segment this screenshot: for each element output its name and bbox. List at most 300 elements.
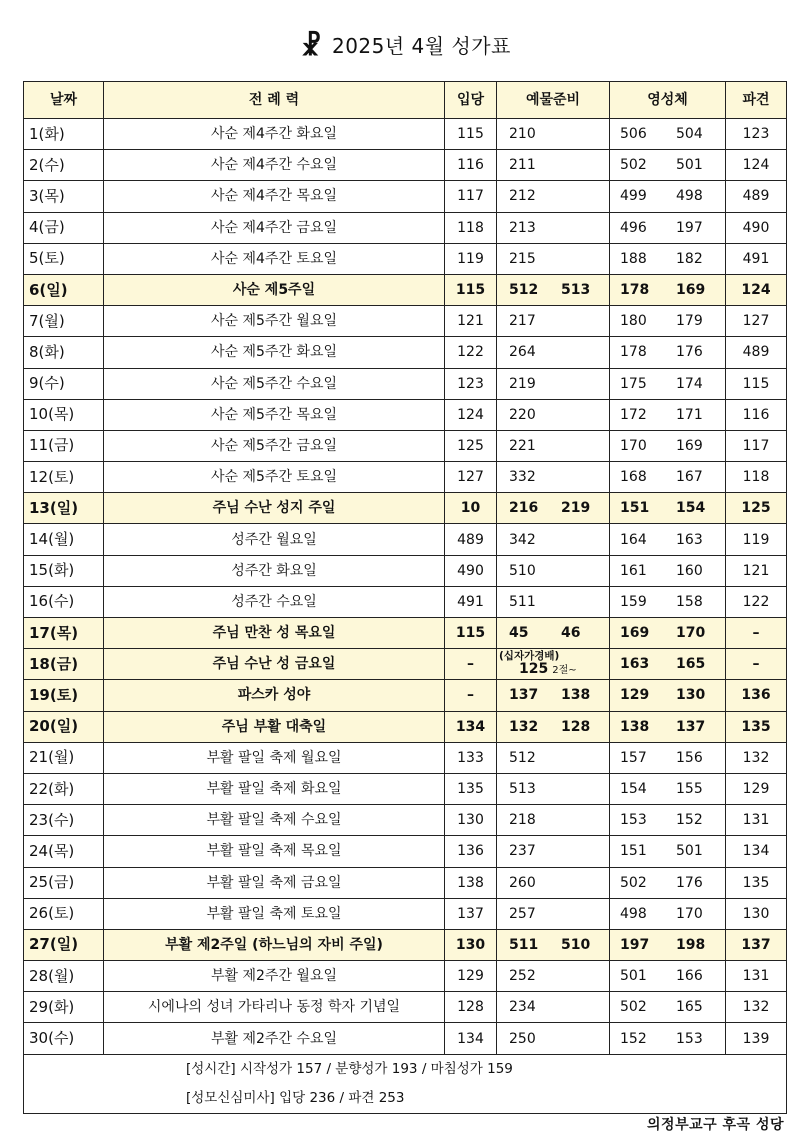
liturgy-cell: 사순 제4주간 금요일 xyxy=(104,212,445,243)
entrance-cell: 124 xyxy=(445,399,497,430)
table-row xyxy=(24,555,787,586)
offertory-cell xyxy=(497,306,610,337)
date-cell: 6(일) xyxy=(24,274,104,305)
offertory-hymn-1: 264 xyxy=(509,344,536,361)
entrance-cell: 115 xyxy=(445,618,497,649)
table-row xyxy=(24,181,787,212)
communion-hymn-1: 506 xyxy=(620,126,647,143)
communion-cell xyxy=(610,181,726,212)
offertory-hymn-1: 237 xyxy=(509,843,536,860)
offertory-cell xyxy=(497,805,610,836)
offertory-hymn-1: 250 xyxy=(509,1030,536,1047)
table-row xyxy=(24,462,787,493)
dismissal-cell: 134 xyxy=(726,836,787,867)
offertory-hymn-1: 210 xyxy=(509,126,536,143)
offertory-cell xyxy=(497,680,610,711)
liturgy-cell: 사순 제5주간 수요일 xyxy=(104,368,445,399)
communion-cell xyxy=(610,274,726,305)
table-row xyxy=(24,618,787,649)
offertory-cell xyxy=(497,462,610,493)
entrance-cell: 118 xyxy=(445,212,497,243)
date-cell: 1(화) xyxy=(24,119,104,150)
communion-hymn-1: 163 xyxy=(620,656,650,673)
communion-cell xyxy=(610,119,726,150)
dismissal-cell: 137 xyxy=(726,929,787,960)
liturgy-cell: 부활 제2주일 (하느님의 자비 주일) xyxy=(104,929,445,960)
offertory-hymn-1: 45 xyxy=(509,625,529,642)
liturgy-cell: 사순 제4주간 목요일 xyxy=(104,181,445,212)
communion-hymn-2: 176 xyxy=(676,874,703,891)
entrance-cell: 123 xyxy=(445,368,497,399)
table-row xyxy=(24,430,787,461)
offertory-hymn-1: 213 xyxy=(509,219,536,236)
communion-cell xyxy=(610,680,726,711)
liturgy-cell: 성주간 수요일 xyxy=(104,586,445,617)
liturgy-cell: 주님 부활 대축일 xyxy=(104,711,445,742)
entrance-cell: 137 xyxy=(445,898,497,929)
liturgy-cell: 주님 수난 성지 주일 xyxy=(104,493,445,524)
offertory-cell xyxy=(497,618,610,649)
offertory-hymn-1: 260 xyxy=(509,874,536,891)
header-communion: 영성체 xyxy=(610,82,726,119)
dismissal-cell: 115 xyxy=(726,368,787,399)
liturgy-cell: 부활 팔일 축제 화요일 xyxy=(104,773,445,804)
table-row xyxy=(24,399,787,430)
communion-cell xyxy=(610,742,726,773)
date-cell: 23(수) xyxy=(24,805,104,836)
entrance-cell: 127 xyxy=(445,462,497,493)
communion-cell xyxy=(610,992,726,1023)
liturgy-cell: 주님 만찬 성 목요일 xyxy=(104,618,445,649)
dismissal-cell: 127 xyxy=(726,306,787,337)
offertory-hymn-1: 221 xyxy=(509,437,536,454)
liturgy-cell: 시에나의 성녀 가타리나 동정 학자 기념일 xyxy=(104,992,445,1023)
communion-hymn-1: 159 xyxy=(620,593,647,610)
note-marian-mass: [성모신심미사] 입당 236 / 파견 253 xyxy=(24,1085,787,1114)
entrance-cell: 129 xyxy=(445,961,497,992)
offertory-hymn-2: 219 xyxy=(561,500,591,517)
entrance-cell: 489 xyxy=(445,524,497,555)
date-cell: 14(월) xyxy=(24,524,104,555)
table-row xyxy=(24,929,787,960)
offertory-cell xyxy=(497,836,610,867)
offertory-cell xyxy=(497,586,610,617)
date-cell: 8(화) xyxy=(24,337,104,368)
communion-cell xyxy=(610,306,726,337)
communion-hymn-1: 157 xyxy=(620,749,647,766)
offertory-hymn-2: 138 xyxy=(561,687,591,704)
communion-hymn-1: 188 xyxy=(620,250,647,267)
offertory-cell xyxy=(497,274,610,305)
entrance-cell: 136 xyxy=(445,836,497,867)
page-title xyxy=(0,30,812,60)
entrance-cell: 121 xyxy=(445,306,497,337)
table-row xyxy=(24,1023,787,1054)
liturgy-cell: 부활 제2주간 월요일 xyxy=(104,961,445,992)
communion-cell xyxy=(610,867,726,898)
offertory-cell xyxy=(497,742,610,773)
date-cell: 18(금) xyxy=(24,649,104,680)
communion-cell xyxy=(610,618,726,649)
communion-hymn-2: 163 xyxy=(676,531,703,548)
liturgy-cell: 사순 제5주간 금요일 xyxy=(104,430,445,461)
liturgy-cell: 성주간 화요일 xyxy=(104,555,445,586)
communion-hymn-1: 151 xyxy=(620,500,650,517)
offertory-cell xyxy=(497,150,610,181)
date-cell: 25(금) xyxy=(24,867,104,898)
special-hymn-number: 125 xyxy=(519,661,549,678)
entrance-cell: 122 xyxy=(445,337,497,368)
dismissal-cell: 132 xyxy=(726,992,787,1023)
date-cell: 2(수) xyxy=(24,150,104,181)
dismissal-cell: 124 xyxy=(726,274,787,305)
entrance-cell: 115 xyxy=(445,119,497,150)
offertory-hymn-1: 234 xyxy=(509,999,536,1016)
communion-hymn-2: 154 xyxy=(676,500,706,517)
communion-cell xyxy=(610,586,726,617)
table-row xyxy=(24,586,787,617)
date-cell: 26(토) xyxy=(24,898,104,929)
offertory-cell xyxy=(497,524,610,555)
communion-hymn-1: 152 xyxy=(620,1030,647,1047)
date-cell: 12(토) xyxy=(24,462,104,493)
entrance-cell: – xyxy=(445,649,497,680)
offertory-cell xyxy=(497,399,610,430)
offertory-hymn-1: 137 xyxy=(509,687,539,704)
offertory-hymn-1: 511 xyxy=(509,593,536,610)
entrance-cell: 134 xyxy=(445,1023,497,1054)
entrance-cell: 490 xyxy=(445,555,497,586)
communion-hymn-1: 496 xyxy=(620,219,647,236)
offertory-cell xyxy=(497,898,610,929)
table-row xyxy=(24,524,787,555)
table-row xyxy=(24,680,787,711)
header-entrance: 입당 xyxy=(445,82,497,119)
communion-hymn-2: 158 xyxy=(676,593,703,610)
communion-hymn-2: 501 xyxy=(676,157,703,174)
offertory-cell xyxy=(497,212,610,243)
special-note: (십자가경배) xyxy=(499,650,560,663)
communion-hymn-2: 171 xyxy=(676,406,703,423)
title-text: 2025년 4월 성가표 xyxy=(331,34,511,58)
communion-hymn-2: 167 xyxy=(676,469,703,486)
communion-cell xyxy=(610,243,726,274)
communion-cell xyxy=(610,150,726,181)
communion-cell xyxy=(610,212,726,243)
offertory-hymn-1: 512 xyxy=(509,749,536,766)
liturgy-cell: 사순 제5주일 xyxy=(104,274,445,305)
table-row xyxy=(24,742,787,773)
offertory-cell xyxy=(497,430,610,461)
table-row xyxy=(24,711,787,742)
offertory-hymn-1: 212 xyxy=(509,188,536,205)
offertory-cell xyxy=(497,929,610,960)
header-dismissal: 파견 xyxy=(726,82,787,119)
offertory-hymn-2: 513 xyxy=(561,282,591,299)
liturgy-cell: 부활 팔일 축제 수요일 xyxy=(104,805,445,836)
communion-hymn-1: 502 xyxy=(620,999,647,1016)
entrance-cell: 128 xyxy=(445,992,497,1023)
communion-cell xyxy=(610,898,726,929)
offertory-hymn-1: 132 xyxy=(509,718,539,735)
communion-cell xyxy=(610,961,726,992)
notes-row xyxy=(24,1054,787,1085)
dismissal-cell: – xyxy=(726,618,787,649)
date-cell: 7(월) xyxy=(24,306,104,337)
dismissal-cell: 122 xyxy=(726,586,787,617)
communion-hymn-2: 176 xyxy=(676,344,703,361)
liturgy-cell: 성주간 월요일 xyxy=(104,524,445,555)
dismissal-cell: 136 xyxy=(726,680,787,711)
notes-row xyxy=(24,1085,787,1114)
table-row xyxy=(24,992,787,1023)
entrance-cell: 125 xyxy=(445,430,497,461)
communion-hymn-1: 151 xyxy=(620,843,647,860)
liturgy-cell: 주님 수난 성 금요일 xyxy=(104,649,445,680)
header-date: 날짜 xyxy=(24,82,104,119)
parish-footer: 의정부교구 후곡 성당 xyxy=(647,1117,784,1133)
communion-cell xyxy=(610,430,726,461)
date-cell: 11(금) xyxy=(24,430,104,461)
communion-cell xyxy=(610,773,726,804)
communion-hymn-2: 155 xyxy=(676,781,703,798)
liturgy-cell: 사순 제5주간 화요일 xyxy=(104,337,445,368)
entrance-cell: 138 xyxy=(445,867,497,898)
communion-hymn-2: 182 xyxy=(676,250,703,267)
communion-cell xyxy=(610,711,726,742)
communion-hymn-2: 165 xyxy=(676,656,706,673)
communion-hymn-2: 156 xyxy=(676,749,703,766)
communion-hymn-1: 502 xyxy=(620,874,647,891)
communion-cell xyxy=(610,805,726,836)
table-row xyxy=(24,493,787,524)
special-hymn-verse: 2절~ xyxy=(552,665,577,677)
offertory-hymn-1: 257 xyxy=(509,905,536,922)
offertory-hymn-1: 219 xyxy=(509,375,536,392)
date-cell: 29(화) xyxy=(24,992,104,1023)
dismissal-cell: 131 xyxy=(726,805,787,836)
communion-hymn-2: 170 xyxy=(676,625,706,642)
table-row xyxy=(24,337,787,368)
dismissal-cell: 123 xyxy=(726,119,787,150)
table-row xyxy=(24,119,787,150)
offertory-hymn-1: 252 xyxy=(509,968,536,985)
offertory-cell xyxy=(497,493,610,524)
communion-hymn-1: 499 xyxy=(620,188,647,205)
offertory-hymn-1: 220 xyxy=(509,406,536,423)
communion-hymn-2: 504 xyxy=(676,126,703,143)
table-row xyxy=(24,274,787,305)
communion-hymn-1: 170 xyxy=(620,437,647,454)
liturgy-cell: 사순 제4주간 토요일 xyxy=(104,243,445,274)
liturgy-cell: 사순 제5주간 토요일 xyxy=(104,462,445,493)
communion-cell xyxy=(610,649,726,680)
table-row xyxy=(24,773,787,804)
communion-hymn-2: 197 xyxy=(676,219,703,236)
date-cell: 30(수) xyxy=(24,1023,104,1054)
communion-hymn-2: 501 xyxy=(676,843,703,860)
communion-cell xyxy=(610,524,726,555)
table-row xyxy=(24,150,787,181)
communion-hymn-2: 165 xyxy=(676,999,703,1016)
offertory-hymn-1: 510 xyxy=(509,562,536,579)
communion-hymn-2: 169 xyxy=(676,282,706,299)
date-cell: 20(일) xyxy=(24,711,104,742)
liturgy-cell: 사순 제5주간 목요일 xyxy=(104,399,445,430)
offertory-cell xyxy=(497,1023,610,1054)
communion-hymn-2: 153 xyxy=(676,1030,703,1047)
communion-cell xyxy=(610,555,726,586)
communion-hymn-1: 178 xyxy=(620,282,650,299)
liturgy-cell: 부활 팔일 축제 금요일 xyxy=(104,867,445,898)
note-holy-hour: [성시간] 시작성가 157 / 분향성가 193 / 마침성가 159 xyxy=(24,1054,787,1085)
entrance-cell: – xyxy=(445,680,497,711)
communion-hymn-2: 160 xyxy=(676,562,703,579)
date-cell: 24(목) xyxy=(24,836,104,867)
header-liturgy: 전 례 력 xyxy=(104,82,445,119)
dismissal-cell: 491 xyxy=(726,243,787,274)
dismissal-cell: 135 xyxy=(726,711,787,742)
liturgy-cell: 부활 팔일 축제 월요일 xyxy=(104,742,445,773)
dismissal-cell: 117 xyxy=(726,430,787,461)
table-row xyxy=(24,961,787,992)
date-cell: 4(금) xyxy=(24,212,104,243)
offertory-hymn-1: 512 xyxy=(509,282,539,299)
date-cell: 15(화) xyxy=(24,555,104,586)
special-hymn xyxy=(497,662,609,677)
dismissal-cell: 490 xyxy=(726,212,787,243)
dismissal-cell: 132 xyxy=(726,742,787,773)
communion-cell xyxy=(610,929,726,960)
table-row xyxy=(24,898,787,929)
communion-hymn-1: 178 xyxy=(620,344,647,361)
communion-hymn-1: 153 xyxy=(620,812,647,829)
dismissal-cell: 119 xyxy=(726,524,787,555)
table-row xyxy=(24,243,787,274)
offertory-hymn-1: 216 xyxy=(509,500,539,517)
liturgy-cell: 부활 팔일 축제 목요일 xyxy=(104,836,445,867)
date-cell: 19(토) xyxy=(24,680,104,711)
date-cell: 22(화) xyxy=(24,773,104,804)
entrance-cell: 119 xyxy=(445,243,497,274)
liturgy-cell: 부활 팔일 축제 토요일 xyxy=(104,898,445,929)
communion-hymn-1: 154 xyxy=(620,781,647,798)
date-cell: 16(수) xyxy=(24,586,104,617)
date-cell: 17(목) xyxy=(24,618,104,649)
communion-hymn-2: 130 xyxy=(676,687,706,704)
dismissal-cell: 129 xyxy=(726,773,787,804)
entrance-cell: 130 xyxy=(445,805,497,836)
offertory-hymn-1: 215 xyxy=(509,250,536,267)
communion-hymn-1: 169 xyxy=(620,625,650,642)
communion-hymn-2: 179 xyxy=(676,313,703,330)
offertory-cell xyxy=(497,555,610,586)
liturgy-cell: 사순 제4주간 수요일 xyxy=(104,150,445,181)
communion-hymn-2: 198 xyxy=(676,936,706,953)
communion-cell xyxy=(610,462,726,493)
communion-cell xyxy=(610,399,726,430)
communion-hymn-2: 498 xyxy=(676,188,703,205)
header-offertory: 예물준비 xyxy=(497,82,610,119)
dismissal-cell: 116 xyxy=(726,399,787,430)
liturgy-cell: 사순 제5주간 월요일 xyxy=(104,306,445,337)
table-row xyxy=(24,805,787,836)
offertory-hymn-1: 511 xyxy=(509,936,539,953)
dismissal-cell: 121 xyxy=(726,555,787,586)
communion-hymn-1: 502 xyxy=(620,157,647,174)
communion-cell xyxy=(610,368,726,399)
date-cell: 5(토) xyxy=(24,243,104,274)
date-cell: 9(수) xyxy=(24,368,104,399)
communion-hymn-1: 197 xyxy=(620,936,650,953)
chi-rho-icon: ☧ xyxy=(301,32,322,62)
offertory-hymn-1: 513 xyxy=(509,781,536,798)
offertory-cell xyxy=(497,649,610,680)
offertory-hymn-1: 332 xyxy=(509,469,536,486)
offertory-cell xyxy=(497,181,610,212)
communion-hymn-1: 175 xyxy=(620,375,647,392)
table-row xyxy=(24,212,787,243)
communion-hymn-2: 170 xyxy=(676,905,703,922)
communion-cell xyxy=(610,337,726,368)
communion-hymn-1: 180 xyxy=(620,313,647,330)
offertory-hymn-2: 46 xyxy=(561,625,581,642)
dismissal-cell: 118 xyxy=(726,462,787,493)
communion-hymn-1: 138 xyxy=(620,718,650,735)
liturgy-cell: 사순 제4주간 화요일 xyxy=(104,119,445,150)
hymn-schedule-table xyxy=(23,81,787,1114)
date-cell: 21(월) xyxy=(24,742,104,773)
entrance-cell: 116 xyxy=(445,150,497,181)
communion-cell xyxy=(610,493,726,524)
offertory-cell xyxy=(497,992,610,1023)
offertory-hymn-1: 342 xyxy=(509,531,536,548)
dismissal-cell: – xyxy=(726,649,787,680)
entrance-cell: 133 xyxy=(445,742,497,773)
dismissal-cell: 139 xyxy=(726,1023,787,1054)
communion-cell xyxy=(610,836,726,867)
offertory-hymn-1: 218 xyxy=(509,812,536,829)
offertory-cell xyxy=(497,243,610,274)
dismissal-cell: 124 xyxy=(726,150,787,181)
table-header-row xyxy=(24,82,787,119)
dismissal-cell: 489 xyxy=(726,181,787,212)
date-cell: 3(목) xyxy=(24,181,104,212)
table-row xyxy=(24,368,787,399)
entrance-cell: 134 xyxy=(445,711,497,742)
offertory-hymn-2: 510 xyxy=(561,936,591,953)
entrance-cell: 117 xyxy=(445,181,497,212)
communion-hymn-2: 166 xyxy=(676,968,703,985)
communion-hymn-1: 164 xyxy=(620,531,647,548)
entrance-cell: 130 xyxy=(445,929,497,960)
dismissal-cell: 489 xyxy=(726,337,787,368)
table-row xyxy=(24,836,787,867)
communion-hymn-1: 129 xyxy=(620,687,650,704)
table-row xyxy=(24,649,787,680)
offertory-hymn-1: 211 xyxy=(509,157,536,174)
entrance-cell: 491 xyxy=(445,586,497,617)
communion-hymn-1: 168 xyxy=(620,469,647,486)
communion-hymn-1: 172 xyxy=(620,406,647,423)
date-cell: 10(목) xyxy=(24,399,104,430)
dismissal-cell: 131 xyxy=(726,961,787,992)
liturgy-cell: 부활 제2주간 수요일 xyxy=(104,1023,445,1054)
communion-cell xyxy=(610,1023,726,1054)
communion-hymn-1: 501 xyxy=(620,968,647,985)
dismissal-cell: 125 xyxy=(726,493,787,524)
offertory-cell xyxy=(497,961,610,992)
